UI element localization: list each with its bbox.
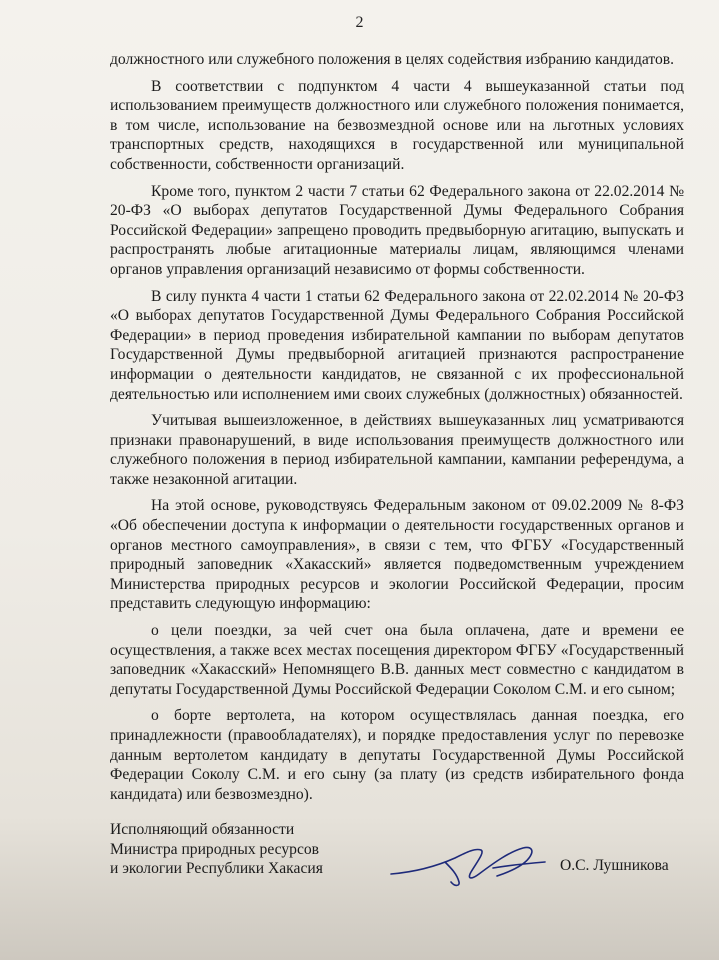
handwritten-signature (385, 832, 555, 892)
signatory-title-line: и экологии Республики Хакасия (110, 860, 323, 877)
signatory-title (110, 820, 323, 879)
signatory-title-line: Исполняющий обязанности (110, 821, 295, 838)
page-number: 2 (355, 14, 364, 31)
paragraph: На этой основе, руководствуясь Федеральным законом от 09.02.2009 № 8-ФЗ «Об обеспечении доступа к информации о деятельности государственных органов и органов местного самоуправления», в связи с тем, что ФГБУ «Государственный природный заповедник «Хакасский» является подведомственным учреждением Министерства природных ресурсов и экологии Российской Федерации, просим представить следующую информацию: (110, 497, 684, 613)
paragraph: В соответствии с подпунктом 4 части 4 вышеуказанной статьи под использованием преимуществ должностного или служебного положения понимается, в том числе, использование на безвозмездной основе или на льготных условиях транспортных средств, находящихся в государственной или муниципальной собственности, собственности организаций. (110, 77, 684, 173)
paragraph: Кроме того, пунктом 2 части 7 статьи 62 Федерального закона от 22.02.2014 № 20-ФЗ «О выборах депутатов Государственной Думы Федерального Собрания Российской Федерации» запрещено проводить предвыборную агитацию, выпускать и распространять любые агитационные материалы лицам, являющимся членами органов управления организаций независимо от формы собственности. (110, 182, 684, 278)
paragraph-request-item: о борте вертолета, на котором осуществлялась данная поездка, его принадлежности (правообладателях), и порядке предоставления услуг по перевозке данным вертолетом кандидату в депутаты Государственной Думы Российской Федерации Соколу С.М. и его сыну (за плату (из средств избирательного фонда кандидата) или безвозмездно). (110, 707, 684, 803)
paragraph: В силу пункта 4 части 1 статьи 62 Федерального закона от 22.02.2014 № 20-ФЗ «О выборах депутатов Государственной Думы Федерального Собрания Российской Федерации» в период проведения избирательной кампании по выборам депутатов Государственной Думы предвыборной агитацией признаются распространение информации о деятельности кандидатов, не связанной с их профессиональной деятельностью или исполнением ими своих служебных (должностных) обязанностей. (110, 287, 684, 403)
signatory-title-line: Министра природных ресурсов (110, 840, 320, 858)
paragraph: Учитывая вышеизложенное, в действиях вышеуказанных лиц усматриваются признаки правонарушений, в виде использования преимуществ должностного или служебного положения в период избирательной кампании, кампании референдума, а также незаконной агитации. (110, 412, 684, 488)
letter-body (110, 50, 684, 811)
paragraph-request-item: о цели поездки, за чей счет она была оплачена, дате и времени ее осуществления, а также всех местах посещения директором ФГБУ «Государственный заповедник «Хакасский» Непомнящего В.В. данных мест совместно с кандидатом в депутаты Государственной Думы Российской Федерации Соколом С.М. и его сыном; (110, 622, 684, 698)
paragraph-continuation: должностного или служебного положения в целях содействия избранию кандидатов. (110, 51, 675, 68)
signatory-name: О.С. Лушникова (560, 857, 669, 874)
